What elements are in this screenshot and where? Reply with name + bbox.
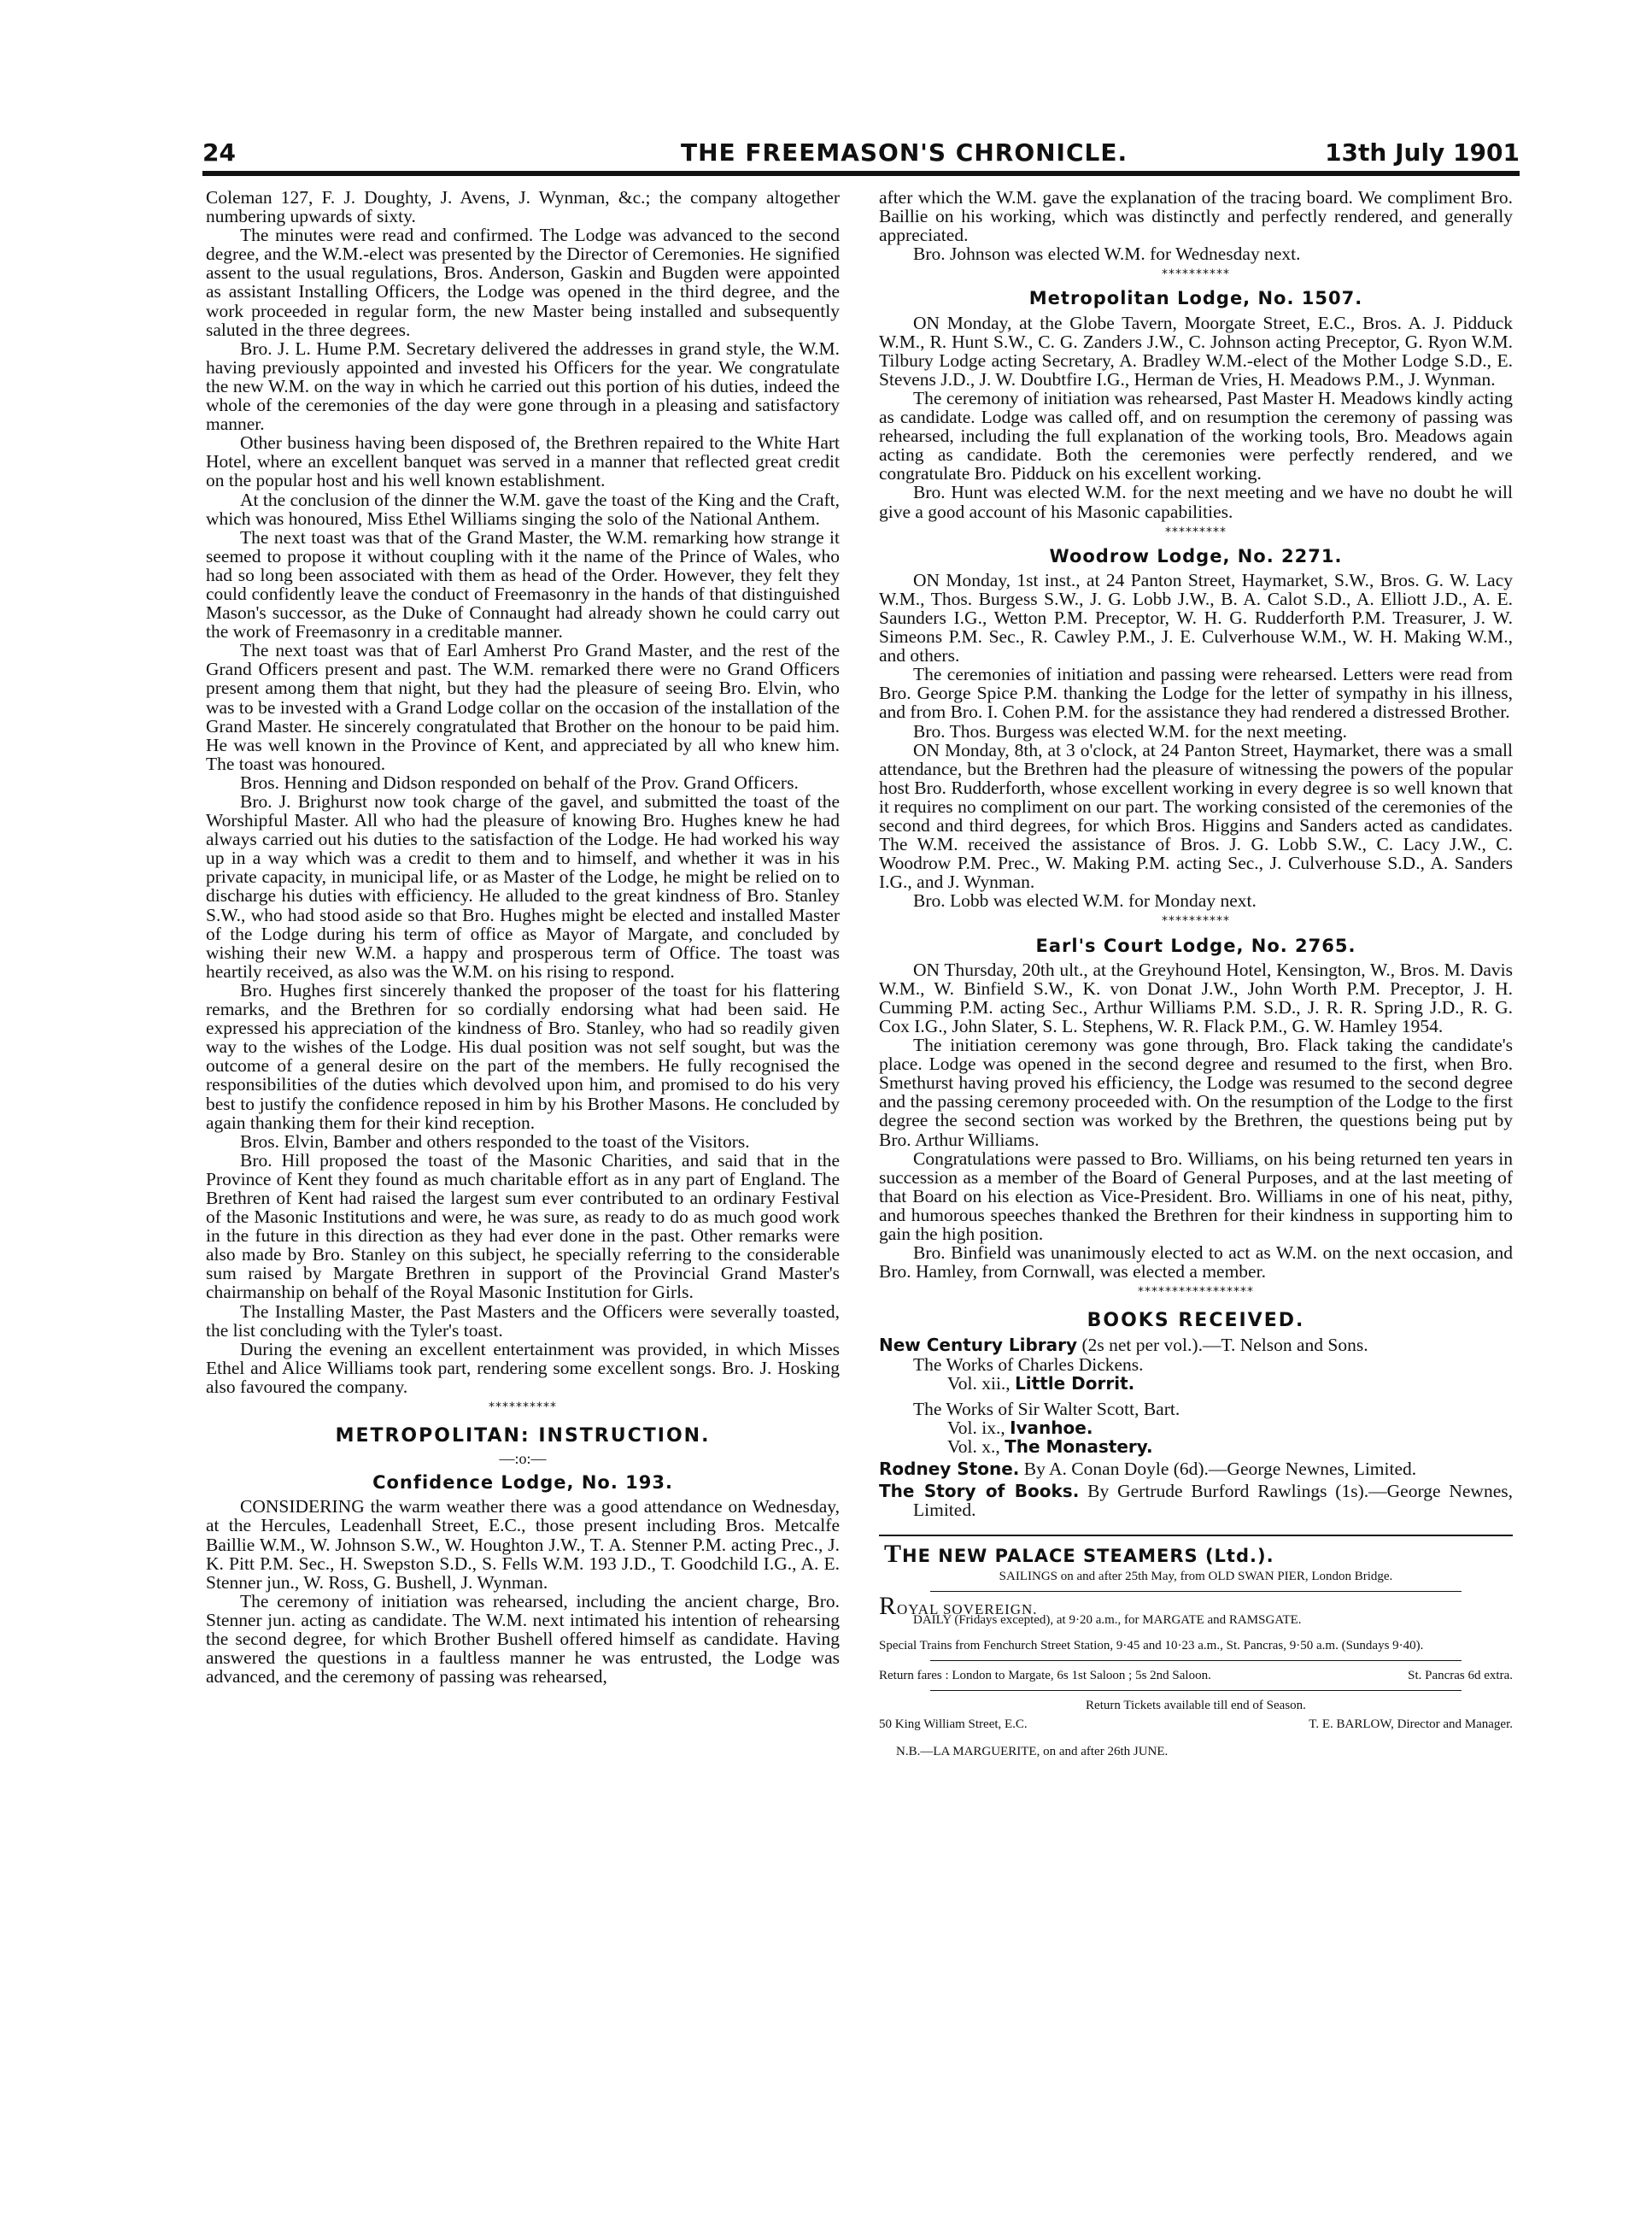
section-heading: METROPOLITAN: INSTRUCTION.: [335, 1425, 711, 1447]
daily-service-line: DAILY (Fridays excepted), at 9·20 a.m., for MARGATE and RAMSGATE.: [913, 1613, 1302, 1628]
paragraph: The initiation ceremony was gone through, Bro. Flack taking the candidate's place. Lodge was opened in the second degree and resumed to the first, when Bro. Smethurst having proved his efficiency, the Lodge was resumed to the second degree and the passing ceremony proceeded with. On the resumption of the Lodge to the first degree the second section was worked by the Brethren, the questions being put by Bro. Arthur Williams.: [879, 1035, 1513, 1150]
paragraph: after which the W.M. gave the explanation of the tracing board. We compliment Bro. Baillie on his working, which was distinctly and perfectly rendered, and generally appreciated.: [879, 187, 1513, 246]
book-entry: [879, 1482, 1513, 1519]
vessel-initial: R: [879, 1592, 898, 1621]
paragraph: During the evening an excellent entertainment was provided, in which Misses Ethel and Alice Williams took part, rendering some excellent songs. Bro. J. Hosking also favoured the company.: [206, 1338, 840, 1397]
paragraph: The ceremony of initiation was rehearsed, including the ancient charge, Bro. Stenner jun. acting as candidate. The W.M. next intimated his intention of rehearsing the second degree, for which Brother Bushell offered himself as candidate. Having answered the questions in a faultless manner he was entrusted, the Lodge was advanced, and the ceremony of passing was rehearsed,: [206, 1590, 840, 1688]
paragraph: Bro. J. Brighurst now took charge of the gavel, and submitted the toast of the Worshipful Master. All who had the pleasure of knowing Bro. Hughes knew he had always carried out his duties to the satisfaction of the Lodge. He had worked his way up in a way which was a credit to them and to himself, and whether it was in his private capacity, in municipal life, or as Master of the Lodge, he might be relied on to discharge his duties with efficiency. He alluded to the great kindness of Bro. Stanley S.W., who had stood aside so that Bro. Hughes might be elected and installed Master of the Lodge during his term of office as Mayor of Margate, and concluded by wishing their new W.M. a happy and prosperous term of Office. The toast was heartily received, as also was the W.M. on his rising to respond.: [206, 791, 840, 982]
manager-name: T. E. BARLOW, Director and Manager.: [1309, 1717, 1513, 1732]
section-separator: **********: [489, 1400, 557, 1414]
section-separator: **********: [1162, 914, 1230, 929]
masthead: [202, 138, 1520, 171]
book-details: (2s net per vol.).—T. Nelson and Sons.: [1077, 1335, 1368, 1356]
title-rest: HE NEW PALACE STEAMERS (Ltd.).: [902, 1546, 1274, 1567]
paragraph: Bro. J. L. Hume P.M. Secretary delivered the addresses in grand style, the W.M. having previously appointed and invested his Officers for the year. We congratulate the new W.M. on the way in which he carried out this portion of his duties, indeed the whole of the ceremonies of the day were gone through in a pleasing and satisfactory manner.: [206, 338, 840, 435]
fares-text: Return fares : London to Margate, 6s 1st Saloon ; 5s 2nd Saloon.: [879, 1669, 1211, 1683]
advertisement-rule: [930, 1690, 1462, 1691]
book-title: New Century Library: [879, 1335, 1078, 1356]
book-volume: [879, 1374, 1513, 1393]
paragraph: ON Monday, at the Globe Tavern, Moorgate Street, E.C., Bros. A. J. Pidduck W.M., R. Hunt S.W., C. G. Zanders J.W., C. Johnson acting Preceptor, G. Ryon W.M. Tilbury Lodge acting Secretary, A. Bradley W.M.-elect of the Mother Lodge S.D., E. Stevens J.D., J. W. Doubtfire I.G., Herman de Vries, H. Meadows P.M., J. Wynman.: [879, 312, 1513, 390]
books-heading: BOOKS RECEIVED.: [1087, 1310, 1305, 1332]
masthead-rule: [202, 171, 1520, 176]
fares-extra: St. Pancras 6d extra.: [1408, 1669, 1513, 1683]
paragraph: Coleman 127, F. J. Doughty, J. Avens, J. Wynman, &c.; the company altogether numbering upwards of sixty.: [206, 187, 840, 227]
paragraph: Other business having been disposed of, the Brethren repaired to the White Hart Hotel, where an excellent banquet was served in a manner that reflected great credit on the popular host and his well known establishment.: [206, 432, 840, 491]
lodge-heading: Confidence Lodge, No. 193.: [372, 1472, 673, 1494]
advertisement-title: [884, 1540, 1513, 1569]
book-volume: [879, 1437, 1513, 1456]
paragraph: Bro. Hughes first sincerely thanked the proposer of the toast for his flattering remarks, and the Brethren for so cordially endorsing what had been said. He expressed his appreciation of the kindness of Bro. Stanley, who had so readily given way to the wishes of the Lodge. His dual position was not self sought, but was the outcome of a general desire on the part of the members. He fully recognised the responsibilities of the duties which devolved upon him, and promised to do his very best to justify the confidence reposed in him by his Brother Masons. He concluded by again thanking them for their kind reception.: [206, 979, 840, 1133]
book-details: By Gertrude Burford Rawlings (1s).—George Newnes, Limited.: [913, 1481, 1513, 1521]
vessel-rest: OYAL SOVEREIGN.: [897, 1601, 1038, 1618]
lodge-heading: Metropolitan Lodge, No. 1507.: [1028, 288, 1363, 309]
book-entry: [879, 1459, 1513, 1478]
paragraph: The ceremony of initiation was rehearsed, Past Master H. Meadows kindly acting as candidate. Lodge was called off, and on resumption the ceremony of passing was rehearsed, including the full explanation of the working tools, Bro. Meadows again acting as candidate. Both the ceremonies were perfectly rendered, and we congratulate Bro. Pidduck on his excellent working.: [879, 387, 1513, 484]
volume-title: Ivanhoe.: [1010, 1417, 1093, 1438]
paragraph: ON Monday, 1st inst., at 24 Panton Street, Haymarket, S.W., Bros. G. W. Lacy W.M., Thos. Burgess S.W., J. G. Lobb J.W., B. A. Calot S.D., A. Elliott J.D., A. E. Saunders I.G., Wetton P.M. Preceptor, W. H. G. Rudderforth P.M. Treasurer, J. W. Simeons P.M. Sec., R. Cawley P.M., J. E. Culverhouse W.M., W. H. Making W.M., and others.: [879, 569, 1513, 666]
paragraph: The next toast was that of the Grand Master, the W.M. remarking how strange it seemed to propose it without coupling with it the name of the Prince of Wales, who had so long been associated with them as head of the Order. However, they felt they could confidently leave the conduct of Freemasonry in the hands of that distinguished Mason's successor, as the Duke of Connaught had already shown he could carry out the work of Freemasonry in a creditable manner.: [206, 526, 840, 643]
book-volume: [879, 1418, 1513, 1437]
paragraph: Bros. Henning and Didson responded on behalf of the Prov. Grand Officers.: [240, 772, 799, 793]
paragraph: Bro. Thos. Burgess was elected W.M. for the next meeting.: [913, 720, 1347, 742]
paragraph: Bro. Hunt was elected W.M. for the next meeting and we have no doubt he will give a good account of his Masonic capabilities.: [879, 482, 1513, 522]
book-works: The Works of Charles Dickens.: [913, 1353, 1144, 1375]
paragraph: The ceremonies of initiation and passing were rehearsed. Letters were read from Bro. George Spice P.M. thanking the Lodge for the letter of sympathy in his illness, and from Bro. I. Cohen P.M. for the assistance they had rendered a distressed Brother.: [879, 664, 1513, 723]
issue-date: 13th July 1901: [1325, 138, 1520, 167]
sailings-line: SAILINGS on and after 25th May, from OLD SWAN PIER, London Bridge.: [999, 1570, 1393, 1584]
nb-line: N.B.—LA MARGUERITE, on and after 26th JUNE.: [896, 1745, 1169, 1759]
books-list: [879, 1335, 1513, 1519]
paragraph: At the conclusion of the dinner the W.M. gave the toast of the King and the Craft, which was honoured, Miss Ethel Williams singing the solo of the National Anthem.: [206, 489, 840, 529]
volume-prefix: Vol. x.,: [947, 1435, 1005, 1457]
volume-title: Little Dorrit.: [1015, 1372, 1135, 1394]
special-trains-line: Special Trains from Fenchurch Street Station, 9·45 and 10·23 a.m., St. Pancras, 9·50 a.m. (Sundays 9·40).: [879, 1639, 1424, 1653]
office-address: 50 King William Street, E.C.: [879, 1717, 1028, 1732]
paragraph: Bro. Binfield was unanimously elected to act as W.M. on the next occasion, and Bro. Hamley, from Cornwall, was elected a member.: [879, 1242, 1513, 1283]
volume-prefix: Vol. ix.,: [947, 1417, 1011, 1438]
book-entry: [879, 1335, 1513, 1354]
volume-title: The Monastery.: [1005, 1435, 1153, 1457]
steamers-advertisement: [879, 1535, 1513, 1759]
publication-title: THE FREEMASON'S CHRONICLE.: [681, 138, 1128, 167]
heading-ornament: —:o:—: [499, 1450, 547, 1468]
paragraph: The next toast was that of Earl Amherst Pro Grand Master, and the rest of the Grand Officers present and past. The W.M. remarked there were no Grand Officers present among them that night, but they had the pleasure of seeing Bro. Elvin, who was to be invested with a Grand Lodge collar on the occasion of the installation of the Grand Master. He sincerely congratulated that Brother on the honour to be paid him. He was well known in the Province of Kent, and appreciated by all who knew him. The toast was honoured.: [206, 640, 840, 774]
paragraph: CONSIDERING the warm weather there was a good attendance on Wednesday, at the Hercules, Leadenhall Street, E.C., those present including Bros. Metcalfe Baillie W.M., W. Johnson S.W., W. Houghton J.W., T. A. Stenner P.M. acting Prec., J. K. Pitt P.M. Sec., H. Swepston S.D., S. Fells W.M. 193 J.D., T. Goodchild I.G., A. E. Stenner jun., W. Ross, G. Bushell, J. Wynman.: [206, 1496, 840, 1593]
paragraph: Bros. Elvin, Bamber and others responded to the toast of the Visitors.: [240, 1130, 750, 1152]
paragraph: Bro. Hill proposed the toast of the Masonic Charities, and said that in the Province of Kent they found as much charitable effort as in any part of England. The Brethren of Kent had raised the largest sum ever contributed to an ordinary Festival of the Masonic Institutions and were, he was sure, as ready to do as much good work in the future in this direction as they had ever done in the past. Other remarks were also made by Bro. Stanley on this subject, he specially referring to the considerable sum raised by Margate Brethren in support of the Provincial Grand Master's chairmanship on behalf of the Royal Masonic Institution for Girls.: [206, 1149, 840, 1303]
lodge-heading: Woodrow Lodge, No. 2271.: [1049, 545, 1343, 566]
title-initial: T: [884, 1540, 903, 1569]
paragraph: ON Monday, 8th, at 3 o'clock, at 24 Panton Street, Haymarket, there was a small attendance, but the Brethren had the pleasure of witnessing the powers of the popular host Bro. Rudderforth, whose excellent working in every degree is so well known that it requires no compliment on our part. The working consisted of the ceremonies of the second and third degrees, for which Bros. Higgins and Sanders acted as candidates. The W.M. received the assistance of Bros. J. G. Lobb S.W., C. Lacy J.W., C. Woodrow P.M. Prec., W. Making P.M. acting Sec., J. Culverhouse S.D., A. Sanders I.G., and J. Wynman.: [879, 739, 1513, 893]
paragraph: Bro. Lobb was elected W.M. for Monday next.: [913, 890, 1257, 912]
volume-prefix: Vol. xii.,: [947, 1372, 1016, 1394]
lodge-heading: Earl's Court Lodge, No. 2765.: [1035, 935, 1356, 956]
paragraph: The minutes were read and confirmed. The Lodge was advanced to the second degree, and the W.M.-elect was presented by the Director of Ceremonies. He signified assent to the usual regulations, Bros. Anderson, Gaskin and Bugden were appointed as assistant Installing Officers, the Lodge was opened in the third degree, and the work proceeded in regular form, the new Master being installed and subsequently saluted in the three degrees.: [206, 225, 840, 340]
advertisement-rule: [930, 1591, 1462, 1592]
left-column: [206, 188, 840, 1686]
book-details: By A. Conan Doyle (6d).—George Newnes, Limited.: [1019, 1459, 1417, 1479]
section-separator: **********: [1162, 267, 1230, 282]
book-title: Rodney Stone.: [879, 1459, 1020, 1479]
page-number: 24: [202, 138, 236, 167]
book-works: The Works of Sir Walter Scott, Bart.: [913, 1398, 1180, 1419]
address-row: [879, 1717, 1513, 1732]
advertisement-rule: [930, 1660, 1462, 1661]
paragraph: Bro. Johnson was elected W.M. for Wednesday next.: [913, 244, 1301, 265]
book-title: The Story of Books.: [879, 1481, 1080, 1502]
section-separator: *****************: [1138, 1285, 1254, 1300]
paragraph: Congratulations were passed to Bro. Williams, on his being returned ten years in succession as a member of the Board of General Purposes, and at the last meeting of that Board on his election as Vice-President. Bro. Williams in one of his neat, pithy, and humorous speeches thanked the Brethren for their kindness in supporting him to gain the high position.: [879, 1148, 1513, 1244]
section-separator: *********: [1165, 525, 1227, 539]
right-column: [879, 188, 1513, 1763]
paragraph: The Installing Master, the Past Masters and the Officers were severally toasted, the list concluding with the Tyler's toast.: [206, 1300, 840, 1341]
fares-row: [879, 1668, 1513, 1683]
tickets-line: Return Tickets available till end of Season.: [1086, 1699, 1306, 1713]
paragraph: ON Thursday, 20th ult., at the Greyhound Hotel, Kensington, W., Bros. M. Davis W.M., W. Binfield S.W., K. von Donat J.W., John Worth P.M. Preceptor, J. H. Cumming P.M. acting Sec., Arthur Williams P.M. S.D., J. R. R. Spring J.D., R. G. Cox I.G., John Slater, S. L. Stephens, W. R. Flack P.M., G. W. Hamley 1954.: [879, 959, 1513, 1036]
